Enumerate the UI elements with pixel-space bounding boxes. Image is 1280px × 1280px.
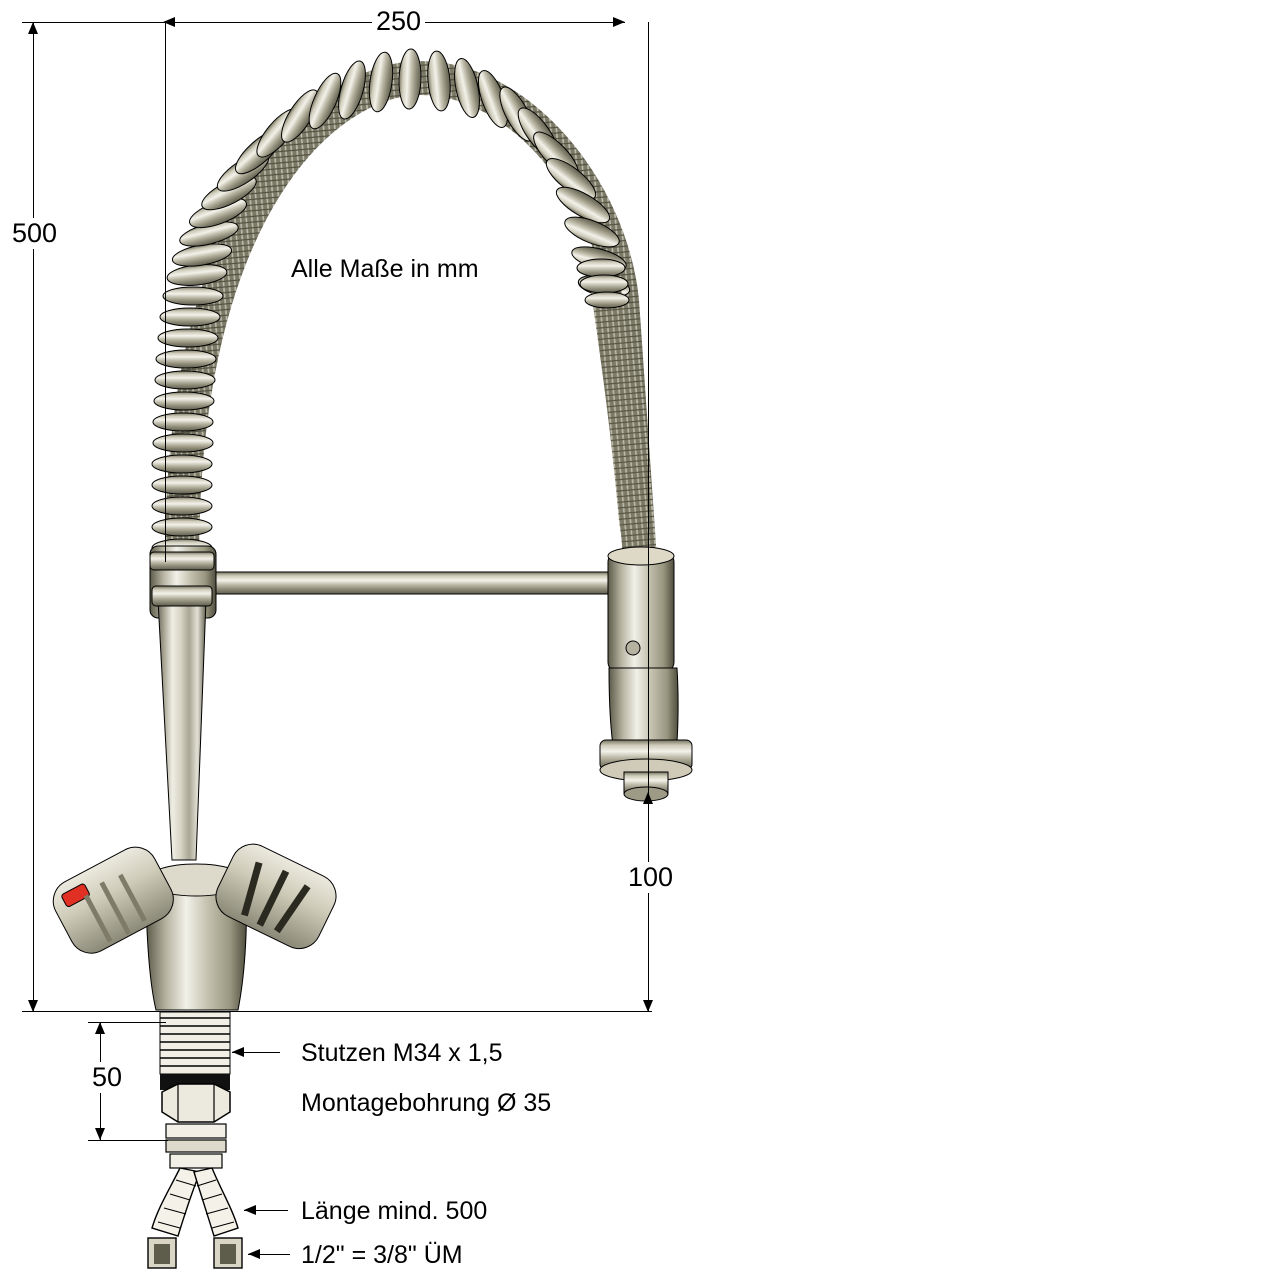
baseline-500: [22, 1011, 652, 1012]
dim-line-100: [648, 792, 649, 1012]
ext-line-50-top: [88, 1022, 166, 1023]
note-units: Alle Maße in mm: [286, 254, 484, 285]
leader-arrow-anschluss: [248, 1249, 260, 1259]
ext-line-500-top: [22, 22, 167, 23]
note-laenge: Länge mind. 500: [296, 1196, 492, 1227]
dim-arrow-100-bottom: [643, 1000, 653, 1012]
dim-arrow-50-bottom: [95, 1128, 105, 1140]
ext-line-250-left: [165, 22, 166, 562]
dim-arrow-100-top: [643, 792, 653, 804]
dim-label-100: 100: [624, 862, 677, 893]
leader-arrow-laenge: [244, 1205, 256, 1215]
dim-arrow-250-right: [613, 17, 625, 27]
dim-arrow-50-top: [95, 1022, 105, 1034]
dim-arrow-500-top: [28, 22, 38, 34]
dim-label-250: 250: [372, 6, 425, 37]
note-montagebohrung: Montagebohrung Ø 35: [296, 1088, 556, 1119]
leader-arrow-stutzen: [232, 1047, 244, 1057]
ext-line-50-bottom: [88, 1140, 168, 1141]
note-stutzen: Stutzen M34 x 1,5: [296, 1038, 508, 1069]
note-anschluss: 1/2" = 3/8" ÜM: [296, 1240, 468, 1271]
dim-label-500: 500: [8, 218, 61, 249]
dim-line-500: [33, 22, 34, 1012]
dim-label-50: 50: [88, 1062, 126, 1093]
